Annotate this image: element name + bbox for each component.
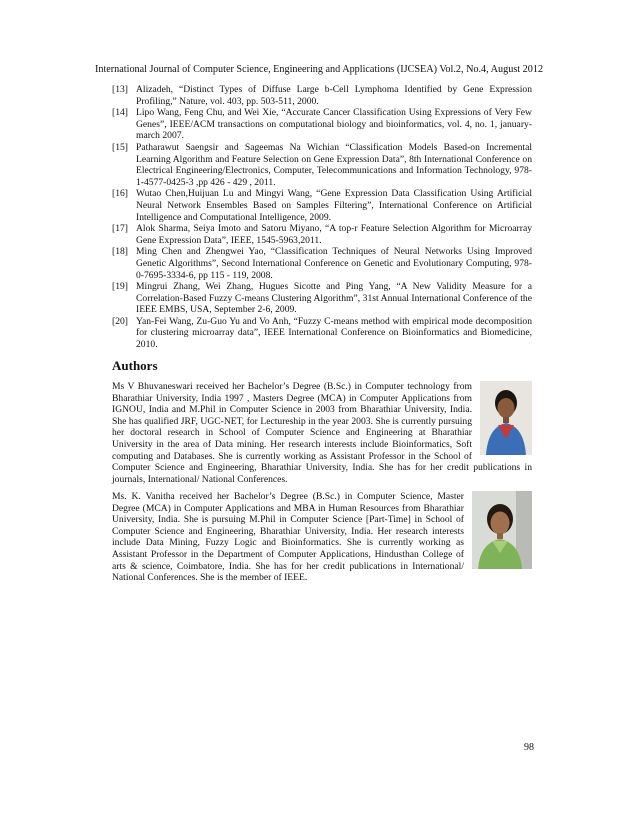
reference-number: [15] [112,141,128,153]
reference-text: Mingrui Zhang, Wei Zhang, Hugues Sicotte and Ping Yang, “A New Validity Measure for a Correlation-Based Fuzzy C-means Clustering Algorithm”, 31st Annual International Conference of the IEEE EMBS, USA, September 2-6, 2009. [136,281,532,316]
reference-item [112,281,532,316]
reference-text: Alizadeh, “Distinct Types of Diffuse Large b-Cell Lymphoma Identified by Gene Expression Profiling,” Nature, vol. 403, pp. 503-511, 2000. [136,84,532,107]
reference-list [112,84,532,351]
reference-number: [18] [112,246,128,258]
reference-number: [14] [112,107,128,119]
reference-text: Wutao Chen,Huijuan Lu and Mingyi Wang, “Gene Expression Data Classification Using Artificial Neural Network Ensembles Based on Samples Filtering”, International Conference on Artificial Intelligence and Computational Intelligence, 2009. [136,188,532,223]
author-bio-text: Ms. K. Vanitha received her Bachelor’s Degree (B.Sc.) in Computer Science, Master Degree (MCA) in Computer Applications and MBA in Human Resources from Bharathiar University, India. She is pursuing M.Phil in Computer Science [Part-Time] in School of Computer Science and Engineering, Bharathiar University, India. Her research interests include Data Mining, Fuzzy Logic and Bioinformatics. She is currently working as Assistant Professor in the Department of Computer Applications, Hindusthan College of arts & science, Coimbatore, India. She has for her credit publications in International/ National Conferences. She is the member of IEEE. [112,491,464,584]
reference-number: [16] [112,188,128,200]
journal-header: International Journal of Computer Science, Engineering and Applications (IJCSEA) Vol.2, No.4, August 2012 [94,64,544,75]
page-number: 98 [524,742,534,753]
reference-item [112,316,532,351]
reference-item [112,84,532,107]
author-bio-vanitha [112,491,532,584]
reference-item [112,107,532,142]
reference-item [112,188,532,223]
authors-heading: Authors [112,358,158,373]
author-photo-vanitha [472,491,532,569]
author-bio-text: Ms V Bhuvaneswari received her Bachelor’s Degree (B.Sc.) in Computer technology from Bharathiar University, India 1997 , Masters Degree (MCA) in Computer Applications from IGNOU, India and M.Phil in Computer Science in 2003 from Bharathiar University, India. She has qualified JRF, UGC-NET, for Lectureship in the year 2003. She is currently pursuing her doctoral research in School of Computer Science and Engineering at Bharathiar University in the area of Data mining. Her research interests include Bioinformatics, Soft computing and Databases. She is currently working as Assistant Professor in the School of Computer Science and Engineering, Bharathiar University, India. She has for her credit publications in journals, International/ National Conferences. [112,381,532,485]
reference-text: Patharawut Saengsir and Sageemas Na Wichian “Classification Models Based-on Incremental Learning Algorithm and Feature Selection on Gene Expression Data”, 8th International Conference on Electrical Engineering/Electronics, Computer, Telecommunications and Information Technology, 978-1-4577-0425-3 ,pp 426 - 429 , 2011. [136,141,532,188]
reference-text: Ming Chen and Zhengwei Yao, “Classification Techniques of Neural Networks Using Improved Genetic Algorithms”, Second International Conference on Genetic and Evolutionary Computing, 978-0-7695-3334-6, pp 115 - 119, 2008. [136,246,532,281]
reference-item [112,223,532,246]
reference-item [112,246,532,281]
reference-number: [13] [112,84,128,95]
reference-number: [20] [112,315,128,327]
reference-text: Yan-Fei Wang, Zu-Guo Yu and Vo Anh, “Fuzzy C-means method with empirical mode decomposition for clustering microarray data”, IEEE International Conference on Bioinformatics and Biomedicine, 2010. [136,315,532,351]
author-bio-bhuvaneswari [112,381,532,485]
reference-text: Lipo Wang, Feng Chu, and Wei Xie, “Accurate Cancer Classification Using Expressions of Very Few Genes”, IEEE/ACM transactions on computational biology and bioinformatics, vol. 4, no. 1, january-march 2007. [136,107,532,142]
reference-number: [19] [112,281,128,293]
author-photo-bhuvaneswari [480,381,532,455]
reference-text: Alok Sharma, Seiya Imoto and Satoru Miyano, “A top-r Feature Selection Algorithm for Microarray Gene Expression Data”, IEEE, 1545-5963,2011. [136,223,532,246]
reference-number: [17] [112,223,128,235]
reference-item [112,142,532,188]
